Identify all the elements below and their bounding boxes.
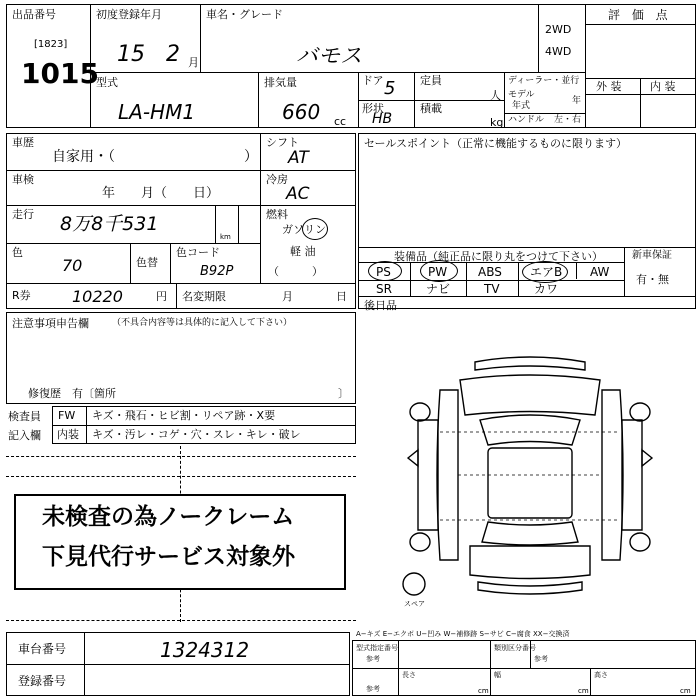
fw-label: FW xyxy=(58,409,76,422)
sales-point-label: セールスポイント（正常に機能するものに限ります） xyxy=(364,137,628,150)
mileage-label: 走行 xyxy=(12,208,34,221)
rear-items-label: 後日品 xyxy=(364,299,397,312)
aircon-value: AC xyxy=(286,184,310,204)
fuel-gasoline-circle xyxy=(302,218,328,240)
recycle-unit: 円 xyxy=(156,290,167,303)
lot-number-label: 出品番号 xyxy=(12,8,56,21)
height-label: 高さ xyxy=(594,671,608,679)
designation-sub: 参考 xyxy=(366,655,380,663)
doors-value: 5 xyxy=(384,78,396,99)
first-registration-label: 初度登録年月 xyxy=(96,8,162,21)
registration-label: 登録番号 xyxy=(18,674,67,688)
mileage-value: 8万8千531 xyxy=(60,213,159,235)
drive-4wd: 4WD xyxy=(545,45,572,58)
equip-navi: ナビ xyxy=(426,282,451,296)
car-name-label: 車名・グレード xyxy=(206,8,283,21)
first-registration-month: 2 xyxy=(166,42,180,67)
class-sub: 参考 xyxy=(534,655,548,663)
displacement-label: 排気量 xyxy=(264,76,297,89)
recycle-label: R券 xyxy=(12,289,31,302)
inspection-label: 車検 xyxy=(12,173,34,186)
shape-value: HB xyxy=(372,111,393,127)
repair-history-label: 修復歴 有〔箇所 xyxy=(28,387,116,400)
airbag-circle xyxy=(522,261,568,283)
equip-sr: SR xyxy=(376,282,392,296)
inspector-label-2: 記入欄 xyxy=(8,429,41,442)
equip-airbag: エアB xyxy=(530,265,563,279)
color-value: 70 xyxy=(62,256,83,275)
equipment-label: 装備品（純正品に限り丸をつけて下さい） xyxy=(394,250,603,263)
color-code-value: B92P xyxy=(200,264,234,279)
length-cm: cm xyxy=(478,687,489,695)
chassis-label: 車台番号 xyxy=(18,642,67,656)
width-cm: cm xyxy=(578,687,589,695)
equip-leather: カワ xyxy=(534,282,559,296)
load-label: 積載 xyxy=(420,102,442,115)
mileage-unit: km xyxy=(220,233,231,241)
name-change-label: 名変期限 xyxy=(182,290,226,303)
history-close: ） xyxy=(244,149,258,165)
ps-circle xyxy=(368,261,402,281)
handle-label: ハンドル xyxy=(508,115,545,125)
displacement-value: 660 xyxy=(282,100,321,124)
month-unit: 月 xyxy=(188,56,199,69)
chassis-number: 1324312 xyxy=(160,638,250,662)
recycle-value: 10220 xyxy=(72,287,123,306)
year-unit: 年 xyxy=(572,96,582,106)
lot-sub-number: [1823] xyxy=(34,39,68,50)
fuel-other: （ ） xyxy=(268,265,323,278)
ref-label: 参考 xyxy=(366,685,380,693)
color-change-label: 色替 xyxy=(136,256,158,269)
aircon-label: 冷房 xyxy=(266,173,288,186)
year-type-label: 年式 xyxy=(512,101,531,111)
model-year-label: モデル xyxy=(508,90,535,100)
fuel-gasoline: ガソリン xyxy=(282,223,326,236)
equip-pw: PW xyxy=(428,265,448,279)
pw-circle xyxy=(420,260,458,282)
equip-aw: AW xyxy=(590,265,610,279)
damage-legend: A−キズ E−エクボ U−凹み W−補修跡 S−サビ C−腐食 XX−交換済 xyxy=(356,630,570,638)
equip-ps: PS xyxy=(376,265,391,279)
handle-options: 左・右 xyxy=(554,115,582,125)
history-label: 車歴 xyxy=(12,136,34,149)
shift-value: AT xyxy=(288,148,309,168)
interior-check-text: キズ・汚レ・コゲ・穴・スレ・キレ・破レ xyxy=(92,428,301,441)
notice-line-1: 未検査の為ノークレーム xyxy=(42,504,295,530)
color-code-label: 色コード xyxy=(176,246,220,259)
height-cm: cm xyxy=(680,687,691,695)
width-label: 幅 xyxy=(494,671,501,679)
model-code: LA-HM1 xyxy=(118,100,196,124)
interior-label: 内 装 xyxy=(650,80,676,93)
warranty-label: 新車保証 xyxy=(632,250,672,261)
name-change-day: 日 xyxy=(336,290,347,303)
car-name: バモス xyxy=(296,44,363,69)
notes-label: 注意事項申告欄 xyxy=(12,317,89,330)
capacity-unit: 人 xyxy=(490,89,501,102)
notice-line-2: 下見代行サービス対象外 xyxy=(42,544,295,570)
capacity-label: 定員 xyxy=(420,74,442,87)
class-label: 類別区分番号 xyxy=(494,644,536,652)
dealer-label: ディーラー・並行 xyxy=(508,76,580,86)
load-unit: kg xyxy=(490,116,504,129)
drive-2wd: 2WD xyxy=(545,23,572,36)
displacement-unit: cc xyxy=(334,115,347,128)
repair-history-close: 〕 xyxy=(338,387,349,400)
first-registration-year: 15 xyxy=(117,42,145,67)
inspection-date: 年 月（ 日） xyxy=(102,186,220,201)
warranty-options: 有・無 xyxy=(636,273,669,286)
lot-number: 1015 xyxy=(21,57,99,90)
exterior-label: 外 装 xyxy=(596,80,622,93)
length-label: 長さ xyxy=(402,671,416,679)
car-damage-diagram xyxy=(400,350,660,610)
name-change-month: 月 xyxy=(282,290,293,303)
color-label: 色 xyxy=(12,246,23,259)
history-value: 自家用・（ xyxy=(52,149,115,165)
equip-tv: TV xyxy=(484,282,500,296)
fuel-label: 燃料 xyxy=(266,208,288,221)
interior-check-label: 内装 xyxy=(57,428,79,441)
doors-label: ドア xyxy=(362,74,384,87)
fw-text: キズ・飛石・ヒビ割・リペア跡・X要 xyxy=(92,409,276,422)
notes-instruction: （不具合内容等は具体的に記入して下さい） xyxy=(112,318,293,328)
model-label: 型式 xyxy=(96,76,118,89)
spare-label: スペア xyxy=(404,600,425,608)
shift-label: シフト xyxy=(266,136,299,149)
inspector-label-1: 検査員 xyxy=(8,410,41,423)
designation-label: 型式指定番号 xyxy=(356,644,398,652)
fuel-diesel: 軽 油 xyxy=(290,245,316,258)
shape-label: 形状 xyxy=(362,102,384,115)
evaluation-label: 評 価 点 xyxy=(608,8,672,22)
equip-abs: ABS xyxy=(478,265,502,279)
